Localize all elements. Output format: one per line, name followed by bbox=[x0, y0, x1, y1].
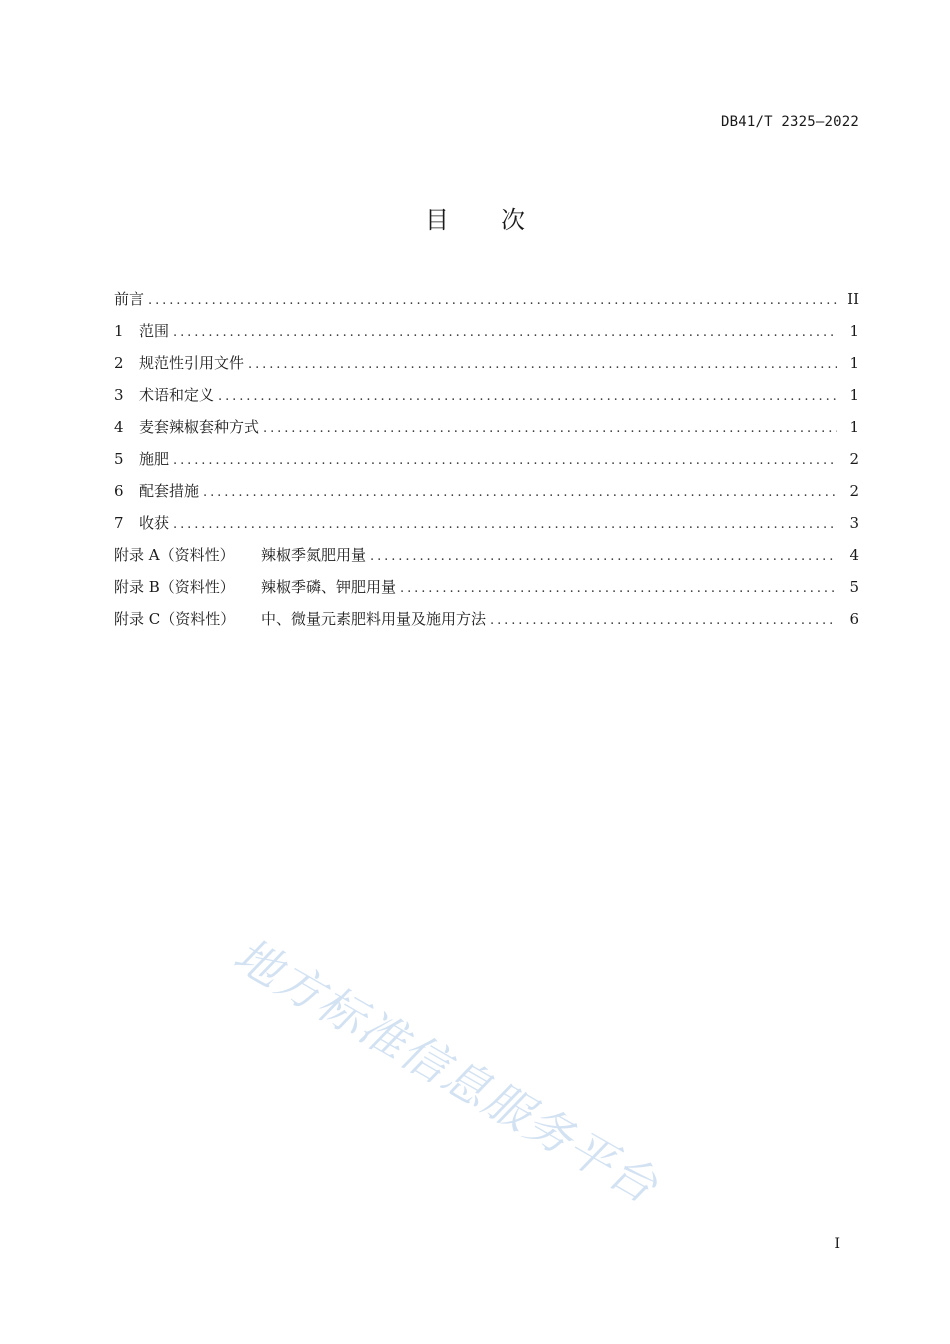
toc-entry-text: 施肥 bbox=[139, 450, 170, 468]
toc-entry-text: 前言 bbox=[114, 290, 145, 308]
toc-entry-text: 麦套辣椒套种方式 bbox=[139, 418, 260, 436]
toc-entry-page: II bbox=[847, 290, 859, 308]
appendix-title: 中、微量元素肥料用量及施用方法 bbox=[261, 610, 487, 628]
toc-entry-text: 收获 bbox=[139, 514, 170, 532]
toc-entry-number: 3 bbox=[114, 386, 124, 404]
toc-entry-appendix-c[interactable] bbox=[114, 607, 859, 639]
toc-entry-number: 6 bbox=[114, 482, 124, 500]
watermark-text: 地方标准信息服务平台 bbox=[225, 927, 668, 1214]
toc-entry-3[interactable] bbox=[114, 383, 859, 415]
appendix-title: 辣椒季磷、钾肥用量 bbox=[261, 578, 397, 596]
toc-title-char-2: 次 bbox=[501, 206, 525, 234]
toc-entry-text: 配套措施 bbox=[139, 482, 200, 500]
toc-entry-7[interactable] bbox=[114, 511, 859, 543]
appendix-title: 辣椒季氮肥用量 bbox=[261, 546, 367, 564]
toc-entry-text bbox=[114, 543, 366, 567]
toc-leader-dots bbox=[218, 385, 837, 409]
toc-entry-appendix-b[interactable] bbox=[114, 575, 859, 607]
toc-leader-dots bbox=[263, 417, 837, 441]
toc-entry-text: 规范性引用文件 bbox=[139, 354, 245, 372]
toc-entry-text: 术语和定义 bbox=[139, 386, 215, 404]
toc-entry-number: 1 bbox=[114, 322, 124, 340]
toc-leader-dots bbox=[148, 289, 837, 313]
toc-entry-page: 4 bbox=[849, 546, 859, 564]
toc-entry-page: 5 bbox=[849, 578, 859, 596]
toc-entry-5[interactable] bbox=[114, 447, 859, 479]
toc-title bbox=[0, 200, 950, 235]
toc-entry-page: 6 bbox=[849, 610, 859, 628]
document-code: DB41/T 2325—2022 bbox=[720, 114, 859, 130]
toc-leader-dots bbox=[173, 513, 837, 537]
toc-entry-4[interactable] bbox=[114, 415, 859, 447]
appendix-prefix: 附录 B（资料性） bbox=[114, 578, 235, 596]
toc-entry-2[interactable] bbox=[114, 351, 859, 383]
toc-entry-page: 3 bbox=[849, 514, 859, 532]
toc-entry-page: 2 bbox=[849, 450, 859, 468]
toc-leader-dots bbox=[173, 321, 837, 345]
toc-entry-page: 1 bbox=[849, 322, 859, 340]
toc-entry-page: 1 bbox=[849, 354, 859, 372]
toc-entry-page: 1 bbox=[849, 386, 859, 404]
toc-entry-foreword[interactable] bbox=[114, 287, 859, 319]
toc-leader-dots bbox=[203, 481, 837, 505]
toc-entry-text: 范围 bbox=[139, 322, 170, 340]
appendix-prefix: 附录 C（资料性） bbox=[114, 610, 236, 628]
toc-list bbox=[114, 287, 859, 639]
toc-leader-dots bbox=[173, 449, 837, 473]
toc-entry-text bbox=[114, 607, 486, 631]
toc-entry-text bbox=[114, 575, 396, 599]
toc-entry-6[interactable] bbox=[114, 479, 859, 511]
toc-leader-dots bbox=[370, 545, 837, 569]
toc-leader-dots bbox=[490, 609, 837, 633]
toc-entry-number: 2 bbox=[114, 354, 124, 372]
toc-title-char-1: 目 bbox=[425, 206, 449, 234]
toc-entry-number: 4 bbox=[114, 418, 124, 436]
toc-entry-appendix-a[interactable] bbox=[114, 543, 859, 575]
page-number: I bbox=[834, 1236, 840, 1252]
toc-entry-number: 5 bbox=[114, 450, 124, 468]
toc-entry-page: 1 bbox=[849, 418, 859, 436]
toc-leader-dots bbox=[400, 577, 837, 601]
toc-entry-1[interactable] bbox=[114, 319, 859, 351]
toc-leader-dots bbox=[248, 353, 837, 377]
toc-entry-page: 2 bbox=[849, 482, 859, 500]
toc-entry-number: 7 bbox=[114, 514, 124, 532]
appendix-prefix: 附录 A（资料性） bbox=[114, 546, 235, 564]
